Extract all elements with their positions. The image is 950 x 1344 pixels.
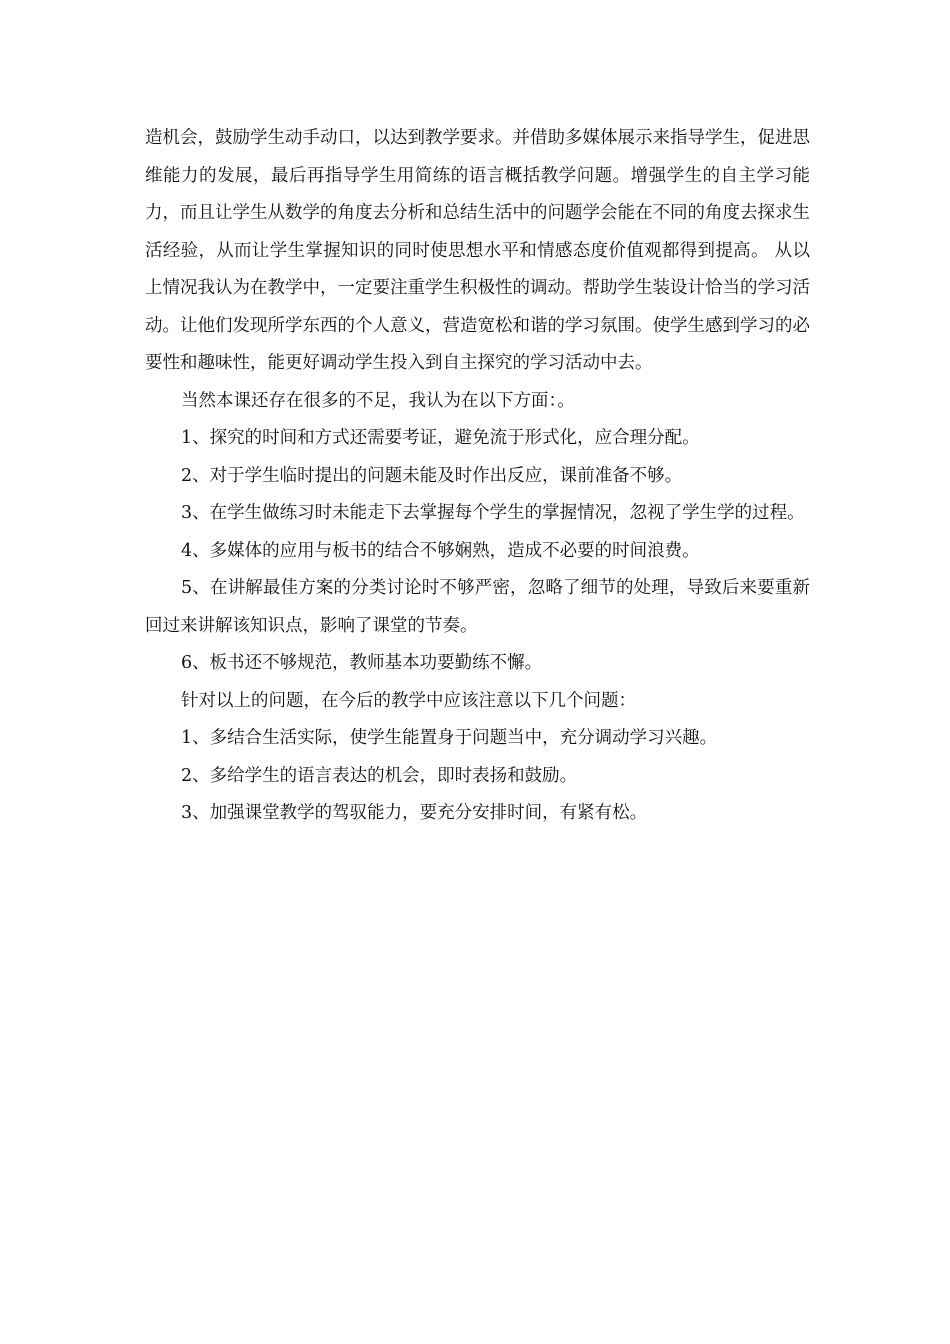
list-item-shortcoming-5: 5、在讲解最佳方案的分类讨论时不够严密，忽略了细节的处理，导致后来要重新回过来讲解该知识点，影响了课堂的节奏。 bbox=[145, 578, 810, 636]
list-item-shortcoming-6: 6、板书还不够规范，教师基本功要勤练不懈。 bbox=[181, 653, 543, 673]
document-body bbox=[145, 120, 810, 833]
list-item-shortcoming-3: 3、在学生做练习时未能走下去掌握每个学生的掌握情况，忽视了学生学的过程。 bbox=[181, 503, 805, 523]
list-item-shortcoming-2: 2、对于学生临时提出的问题未能及时作出反应，课前准备不够。 bbox=[181, 465, 683, 486]
list-item-improvement-3: 3、加强课堂教学的驾驭能力，要充分安排时间，有紧有松。 bbox=[181, 803, 648, 823]
list-item-improvement-1: 1、多结合生活实际，使学生能置身于问题当中，充分调动学习兴趣。 bbox=[181, 728, 718, 748]
paragraph-shortcomings-intro: 当然本课还存在很多的不足，我认为在以下方面：。 bbox=[181, 390, 575, 411]
list-item-improvement-2: 2、多给学生的语言表达的机会，即时表扬和鼓励。 bbox=[181, 765, 578, 786]
list-item-shortcoming-4: 4、多媒体的应用与板书的结合不够娴熟，造成不必要的时间浪费。 bbox=[181, 540, 700, 561]
paragraph-continuation: 造机会，鼓励学生动手动口，以达到教学要求。并借助多媒体展示来指导学生，促进思维能力的发展，最后再指导学生用简练的语言概括教学问题。增强学生的自主学习能力，而且让学生从数学的角度去分析和总结生活中的问题学会能在不同的角度去探求生活经验，从而让学生掌握知识的同时使思想水平和情感态度价值观都得到提高。 从以上情况我认为在教学中，一定要注重学生积极性的调动。帮助学生装设计恰当的学习活动。让他们发现所学东西的个人意义，营造宽松和谐的学习氛围。使学生感到学习的必要性和趣味性，能更好调动学生投入到自主探究的学习活动中去。 bbox=[145, 128, 810, 373]
list-item-shortcoming-1: 1、探究的时间和方式还需要考证，避免流于形式化，应合理分配。 bbox=[181, 428, 700, 448]
paragraph-improvements-intro: 针对以上的问题，在今后的教学中应该注意以下几个问题： bbox=[181, 690, 636, 711]
